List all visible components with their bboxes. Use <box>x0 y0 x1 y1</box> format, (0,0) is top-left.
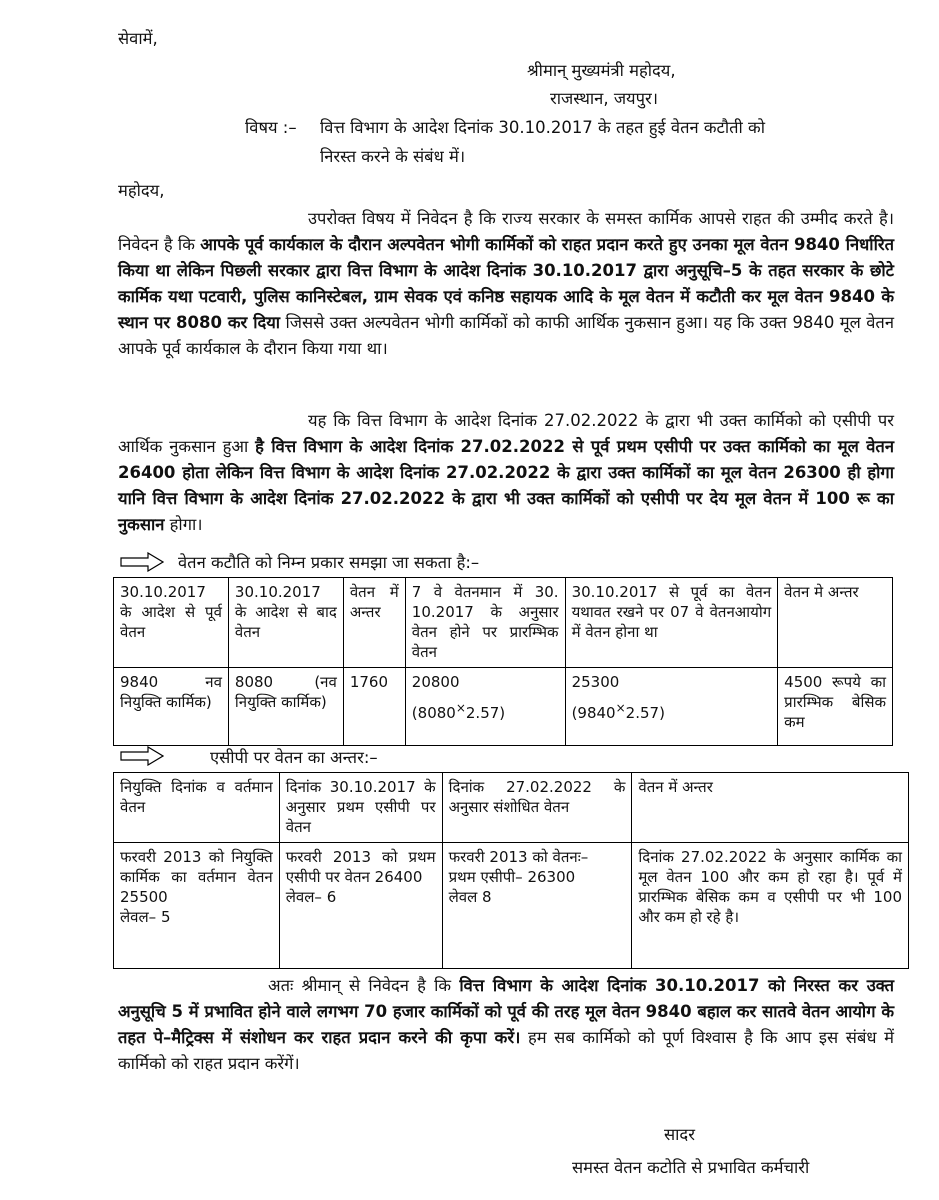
greeting: महोदय, <box>118 181 165 200</box>
paragraph-2-text-c: होगा। <box>164 515 203 534</box>
table-cell: 1760 <box>343 668 405 746</box>
table-cell-value: 20800 <box>411 673 460 691</box>
salutation: सेवामें, <box>118 29 158 48</box>
table-header-row <box>114 578 893 668</box>
paragraph-1-text-c: जिससे उक्त अल्पवेतन भोगी कार्मिकों को काफी आर्थिक नुकसान हुआ। यह कि उक्त 9840 मूल वेतन आपके पूर्व कार्यकाल के दौरान किया गया था। <box>118 313 894 358</box>
table-cell: 8080 (नव नियुक्ति कार्मिक) <box>228 668 343 746</box>
table-cell <box>405 668 565 746</box>
paragraph-2-bold: है वित्त विभाग के आदेश दिनांक 27.02.2022 से पूर्व प्रथम एसीपी पर उक्त कार्मिको का मूल वेतन 26400 होता लेकिन वित्त विभाग के आदेश दिनांक 27.02.2022 के द्वारा उक्त कार्मिकों का मूल वेतन 26300 ही होगा यानि वित्त विभाग के आदेश दिनांक 27.02.2022 के द्वारा भी उक्त कार्मिकों को एसीपी पर देय मूल वेतन में 100 रू का नुकसान <box>118 437 894 534</box>
calc-formula: (9840×2.57) <box>571 701 665 722</box>
arrow-right-icon <box>120 746 164 766</box>
paragraph-3-text-c: हम सब कार्मिको को पूर्ण विश्वास है कि आप इस संबंध में कार्मिको को राहत प्रदान करेंगें। <box>118 1028 894 1073</box>
table-header-cell: वेतन मे अन्तर <box>778 578 893 668</box>
paragraph-3-text-a: अतः श्रीमान् से निवेदन है कि <box>268 976 460 995</box>
section-2-heading: एसीपी पर वेतन का अन्तर:– <box>210 748 378 767</box>
paragraph-1 <box>118 206 894 362</box>
table-row <box>114 668 893 746</box>
section-1-heading: वेतन कटौति को निम्न प्रकार समझा जा सकता है:– <box>178 553 480 572</box>
table-header-cell: 30.10.2017 के आदेश से पूर्व वेतन <box>114 578 229 668</box>
subject-line-1: वित्त विभाग के आदेश दिनांक 30.10.2017 के तहत हुई वेतन कटौती को <box>320 118 766 137</box>
table-cell: दिनांक 27.02.2022 के अनुसार कार्मिक का मूल वेतन 100 और कम हो रहा है। पूर्व में प्रारम्भिक बेसिक कम व एसीपी पर भी 100 और कम हो रहे है। <box>632 843 909 969</box>
paragraph-3-bold: वित्त विभाग के आदेश दिनांक 30.10.2017 को निरस्त कर उक्त अनुसूचि 5 में प्रभावित होने वाले लगभग 70 हजार कार्मिकों को पूर्व की तरह मूल वेतन 9840 बहाल कर सातवे वेतन आयोग के तहत पे–मैट्रिक्स में संशोधन कर राहत प्रदान करने की कृपा करें। <box>118 976 894 1047</box>
subject-label: विषय :– <box>245 118 297 137</box>
table-cell: फरवरी 2013 को प्रथम एसीपी पर वेतन 26400 लेवल– 6 <box>279 843 442 969</box>
table-header-cell: 30.10.2017 से पूर्व का वेतन यथावत रखने पर 07 वे वेतनआयोग में वेतन होना था <box>565 578 778 668</box>
calc-formula: (8080×2.57) <box>411 701 506 722</box>
paragraph-1-text-a: उपरोक्त विषय में निवेदन है कि राज्य सरकार के समस्त कार्मिक आपसे राहत की उम्मीद करते है। निवेदन है कि <box>118 209 894 254</box>
subject-line-2: निरस्त करने के संबंध में। <box>320 147 466 166</box>
paragraph-1-bold: आपके पूर्व कार्यकाल के दौरान अल्पवेतन भोगी कार्मिकों को राहत प्रदान करते हुए उनका मूल वेतन 9840 निर्धारित किया था लेकिन पिछली सरकार द्वारा वित्त विभाग के आदेश दिनांक 30.10.2017 द्वारा अनुसूचि–5 के तहत सरकार के छोटे कार्मिक यथा पटवारी, पुलिस कानिस्टेबल, ग्राम सेवक एवं कनिष्ठ सहायक आदि के मूल वेतन में कटौती कर मूल वेतन 9840 के स्थान पर 8080 कर दिया <box>118 235 894 332</box>
recipient-line-2: राजस्थान, जयपुर। <box>550 89 659 108</box>
table-cell <box>565 668 778 746</box>
table-row <box>114 843 909 969</box>
paragraph-2 <box>118 408 894 538</box>
recipient-line-1: श्रीमान् मुख्यमंत्री महोदय, <box>527 61 676 80</box>
table-cell: 9840 नव नियुक्ति कार्मिक) <box>114 668 229 746</box>
table-cell: 4500 रूपये का प्रारम्भिक बेसिक कम <box>778 668 893 746</box>
table-cell-value: 25300 <box>571 673 620 691</box>
closing: सादर <box>664 1125 695 1144</box>
table-cell: फरवरी 2013 को वेतनः– प्रथम एसीपी– 26300 लेवल 8 <box>442 843 632 969</box>
table-header-cell: 30.10.2017 के आदेश से बाद वेतन <box>228 578 343 668</box>
table-header-cell: 7 वे वेतनमान में 30. 10.2017 के अनुसार वेतन होने पर प्रारम्भिक वेतन <box>405 578 565 668</box>
acp-difference-table <box>113 772 909 969</box>
table-header-cell: दिनांक 30.10.2017 के अनुसार प्रथम एसीपी पर वेतन <box>279 773 442 843</box>
salary-cut-table <box>113 577 893 746</box>
table-cell: फरवरी 2013 को नियुक्ति कार्मिक का वर्तमान वेतन 25500 लेवल– 5 <box>114 843 280 969</box>
table-header-cell: वेतन में अन्तर <box>343 578 405 668</box>
signature: समस्त वेतन कटोति से प्रभावित कर्मचारी <box>572 1158 810 1177</box>
table-header-cell: वेतन में अन्तर <box>632 773 909 843</box>
paragraph-3 <box>118 973 894 1077</box>
table-header-row <box>114 773 909 843</box>
arrow-right-icon <box>120 552 164 572</box>
table-header-cell: नियुक्ति दिनांक व वर्तमान वेतन <box>114 773 280 843</box>
paragraph-2-text-a: यह कि वित्त विभाग के आदेश दिनांक 27.02.2022 के द्वारा भी उक्त कार्मिको को एसीपी पर आर्थिक नुकसान हुआ <box>118 411 894 456</box>
table-header-cell: दिनांक 27.02.2022 के अनुसार संशोधित वेतन <box>442 773 632 843</box>
